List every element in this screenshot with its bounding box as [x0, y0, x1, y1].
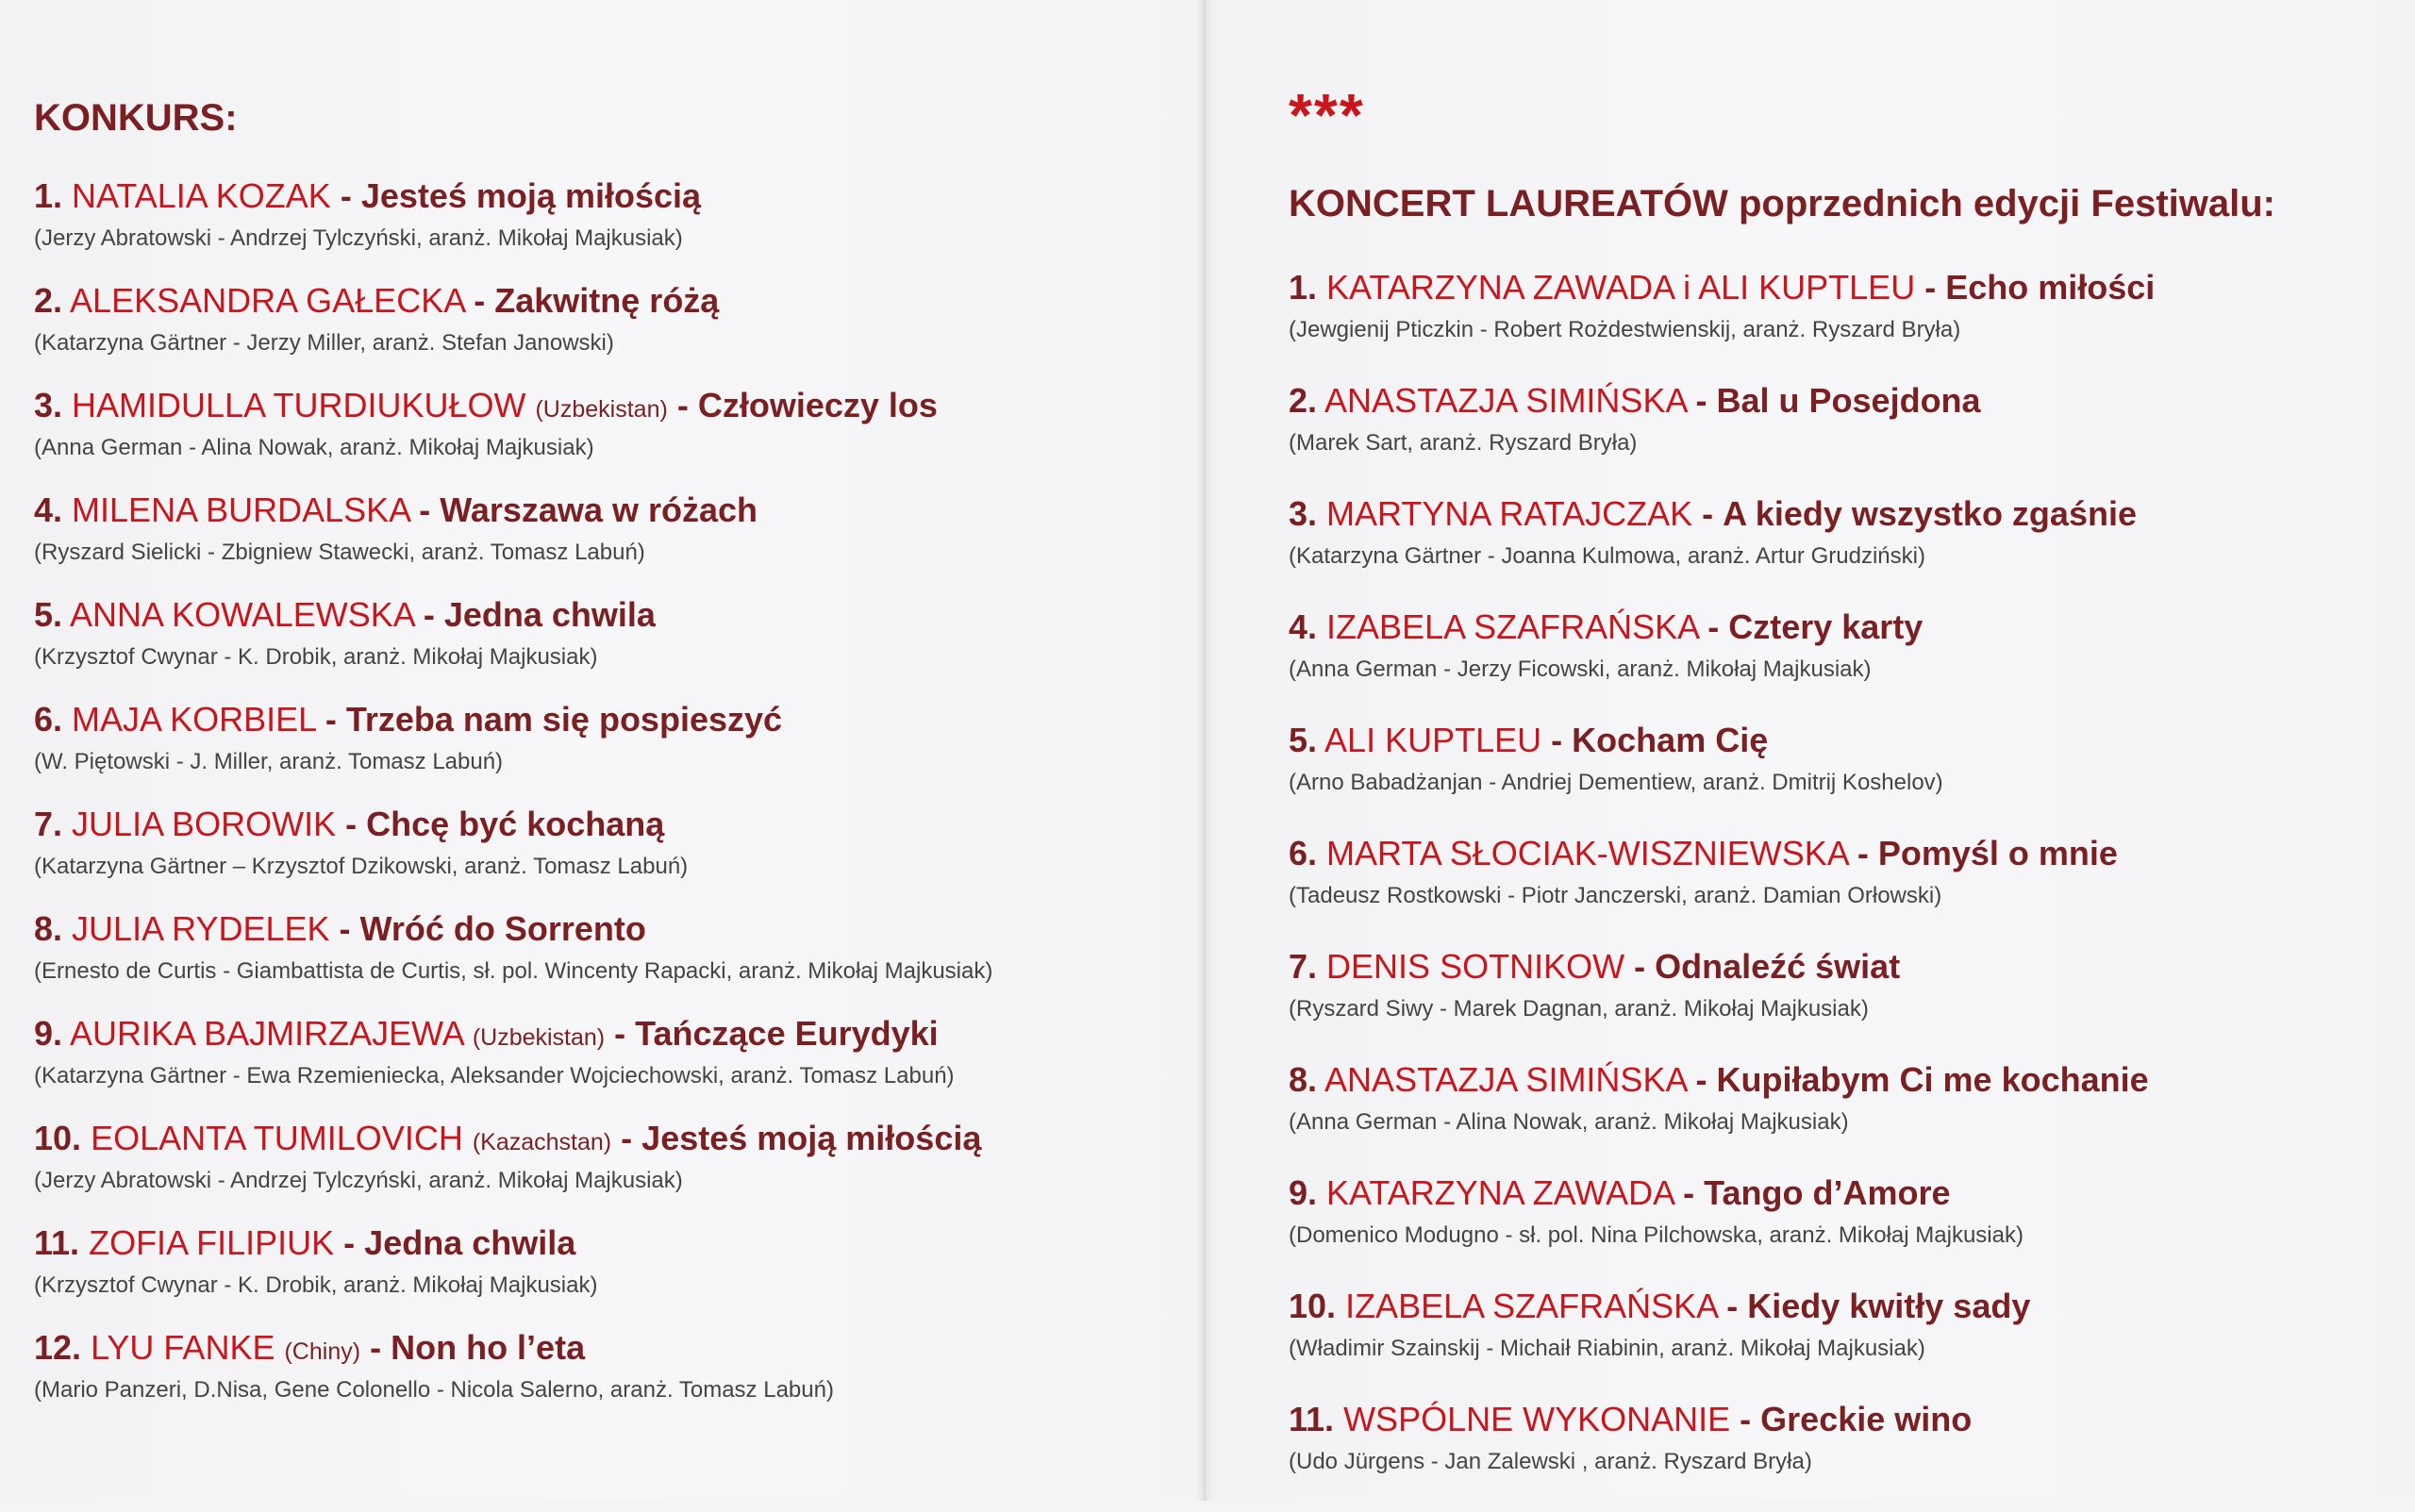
song-title: Jedna chwila [443, 595, 656, 634]
song-title: Zakwitnę różą [494, 281, 720, 320]
song-title: Wróć do Sorrento [359, 909, 646, 948]
program-entry [34, 804, 1166, 908]
laureaci-list [1289, 267, 2402, 1512]
entry-dash: - [1740, 1400, 1752, 1438]
performer-name: ALI KUPTLEU [1324, 721, 1542, 759]
entry-dash: - [1924, 268, 1937, 307]
program-entry [34, 1118, 1166, 1222]
program-entry [34, 175, 1166, 280]
song-title: Chcę być kochaną [366, 805, 665, 843]
performer-name: ANASTAZJA SIMIŃSKA [1324, 381, 1687, 420]
entry-number: 1. [1289, 268, 1318, 307]
program-entry [34, 908, 1166, 1013]
performer-name: ANASTAZJA SIMIŃSKA [1324, 1060, 1687, 1099]
song-title: Tańczące Eurydyki [635, 1014, 939, 1053]
entry-title-line [1289, 1172, 2402, 1218]
konkurs-list [34, 175, 1166, 1432]
entry-credits: (Katarzyna Gärtner - Ewa Rzemieniecka, Aleksander Wojciechowski, aranż. Tomasz Labuń) [34, 1063, 955, 1088]
entry-credits: (Katarzyna Gärtner - Joanna Kulmowa, aranż. Artur Grudziński) [1289, 543, 1925, 569]
performer-country: (Uzbekistan) [472, 1024, 606, 1051]
entry-number: 2. [1289, 381, 1318, 420]
song-title: A kiedy wszystko zgaśnie [1723, 494, 2137, 533]
entry-number: 7. [1289, 947, 1318, 986]
program-entry [34, 594, 1166, 699]
entry-number: 2. [34, 281, 63, 320]
entry-credits: (Mario Panzeri, D.Nisa, Gene Colonello - Nicola Salerno, aranż. Tomasz Labuń) [34, 1377, 834, 1403]
entry-number: 10. [1289, 1287, 1337, 1325]
song-title: Jesteś moją miłością [360, 176, 702, 215]
entry-title-line [34, 1013, 1166, 1058]
entry-dash: - [1695, 1060, 1707, 1099]
entry-dash: - [614, 1014, 626, 1053]
entry-title-line [34, 594, 1166, 640]
entry-title-line [1289, 1059, 2402, 1105]
song-title: Tango d’Amore [1704, 1173, 1951, 1212]
entry-dash: - [1707, 607, 1720, 646]
performer-name: WSPÓLNE WYKONANIE [1343, 1400, 1731, 1438]
entry-credits: (Marek Sart, aranż. Ryszard Bryła) [1289, 430, 1638, 456]
program-entry [1289, 1286, 2402, 1399]
entry-title-line [34, 1327, 1166, 1372]
entry-number: 8. [34, 909, 63, 948]
entry-dash: - [343, 1223, 356, 1262]
performer-country: (Uzbekistan) [535, 396, 668, 423]
song-title: Trzeba nam się pospieszyć [345, 700, 783, 739]
entry-credits: (Domenico Modugno - sł. pol. Nina Pilchowska, aranż. Mikołaj Majkusiak) [1289, 1222, 2024, 1248]
song-title: Człowieczy los [697, 386, 938, 424]
program-entry [34, 385, 1166, 490]
entry-title-line [34, 699, 1166, 744]
konkurs-heading: KONKURS: [34, 97, 238, 139]
entry-number: 3. [34, 386, 63, 424]
entry-dash: - [1634, 947, 1646, 986]
entry-number: 9. [1289, 1173, 1318, 1212]
song-title: Jesteś moją miłością [641, 1119, 982, 1157]
entry-title-line [34, 175, 1166, 221]
program-entry [34, 1222, 1166, 1327]
program-entry [1289, 380, 2402, 493]
stars-ornament: *** [1289, 81, 1365, 149]
song-title: Pomyśl o mnie [1877, 834, 2118, 872]
entry-credits: (Anna German - Alina Nowak, aranż. Mikołaj Majkusiak) [1289, 1109, 1849, 1135]
entry-dash: - [345, 805, 358, 843]
performer-name: ALEKSANDRA GAŁECKA [70, 281, 465, 320]
performer-name: EOLANTA TUMILOVICH [91, 1119, 463, 1157]
entry-dash: - [340, 176, 352, 215]
entry-title-line [1289, 946, 2402, 991]
entry-number: 10. [34, 1119, 82, 1157]
program-entry [1289, 1172, 2402, 1286]
performer-name: JULIA RYDELEK [72, 909, 330, 948]
song-title: Kupiłabym Ci me kochanie [1716, 1060, 2149, 1099]
entry-title-line [1289, 1399, 2402, 1444]
entry-title-line [1289, 493, 2402, 539]
performer-name: LYU FANKE [91, 1328, 275, 1367]
entry-title-line [1289, 833, 2402, 878]
entry-dash: - [419, 490, 431, 529]
entry-title-line [34, 1118, 1166, 1163]
entry-dash: - [1695, 381, 1707, 420]
entry-title-line [34, 280, 1166, 325]
performer-name: MAJA KORBIEL [72, 700, 316, 739]
program-entry [34, 490, 1166, 594]
entry-title-line [34, 385, 1166, 430]
performer-name: JULIA BOROWIK [72, 805, 337, 843]
performer-name: ZOFIA FILIPIUK [89, 1223, 335, 1262]
program-entry [1289, 606, 2402, 720]
entry-title-line [34, 908, 1166, 954]
entry-credits: (Katarzyna Gärtner – Krzysztof Dzikowski, aranż. Tomasz Labuń) [34, 854, 689, 879]
entry-credits: (Jewgienij Pticzkin - Robert Rożdestwienskij, aranż. Ryszard Bryła) [1289, 317, 1961, 342]
entry-title-line [34, 1222, 1166, 1268]
program-entry [1289, 1399, 2402, 1512]
program-entry [1289, 946, 2402, 1059]
program-entry [1289, 833, 2402, 946]
entry-credits: (Jerzy Abratowski - Andrzej Tylczyński, aranż. Mikołaj Majkusiak) [34, 225, 683, 251]
entry-number: 11. [1289, 1400, 1335, 1438]
entry-credits: (Ryszard Siwy - Marek Dagnan, aranż. Mikołaj Majkusiak) [1289, 996, 1869, 1022]
entry-number: 9. [34, 1014, 63, 1053]
entry-number: 5. [1289, 721, 1318, 759]
entry-number: 6. [34, 700, 63, 739]
program-entry [1289, 1059, 2402, 1172]
song-title: Odnaleźć świat [1655, 947, 1901, 986]
program-entry [34, 699, 1166, 804]
entry-credits: (Anna German - Jerzy Ficowski, aranż. Mikołaj Majkusiak) [1289, 656, 1872, 682]
entry-credits: (Arno Babadżanjan - Andriej Dementiew, aranż. Dmitrij Koshelov) [1289, 770, 1943, 795]
song-title: Non ho l’eta [391, 1328, 586, 1367]
entry-title-line [34, 804, 1166, 849]
page-fold [1196, 0, 1213, 1501]
laureaci-heading: KONCERT LAUREATÓW poprzednich edycji Festiwalu: [1289, 183, 2275, 224]
entry-dash: - [1551, 721, 1563, 759]
entry-number: 1. [34, 176, 63, 215]
performer-name: DENIS SOTNIKOW [1326, 947, 1625, 986]
song-title: Kiedy kwitły sady [1747, 1287, 2031, 1325]
entry-title-line [1289, 380, 2402, 425]
performer-name: IZABELA SZAFRAŃSKA [1326, 607, 1699, 646]
performer-name: KATARZYNA ZAWADA i ALI KUPTLEU [1326, 268, 1916, 307]
entry-dash: - [1683, 1173, 1695, 1212]
performer-name: MARTYNA RATAJCZAK [1326, 494, 1693, 533]
performer-name: IZABELA SZAFRAŃSKA [1345, 1287, 1718, 1325]
song-title: Jedna chwila [364, 1223, 576, 1262]
entry-dash: - [621, 1119, 633, 1157]
entry-dash: - [339, 909, 351, 948]
entry-credits: (Anna German - Alina Nowak, aranż. Mikołaj Majkusiak) [34, 435, 594, 460]
entry-number: 7. [34, 805, 63, 843]
entry-credits: (Ernesto de Curtis - Giambattista de Curtis, sł. pol. Wincenty Rapacki, aranż. Mikołaj Majkusiak) [34, 958, 993, 984]
song-title: Cztery karty [1728, 607, 1924, 646]
entry-title-line [1289, 267, 2402, 312]
entry-dash: - [474, 281, 486, 320]
performer-name: ANNA KOWALEWSKA [70, 595, 414, 634]
performer-name: KATARZYNA ZAWADA [1326, 1173, 1674, 1212]
song-title: Warszawa w różach [440, 490, 758, 529]
entry-number: 8. [1289, 1060, 1318, 1099]
song-title: Greckie wino [1760, 1400, 1973, 1438]
entry-dash: - [1857, 834, 1869, 872]
entry-dash: - [1702, 494, 1714, 533]
performer-name: MARTA SŁOCIAK-WISZNIEWSKA [1326, 834, 1848, 872]
entry-dash: - [676, 386, 689, 424]
performer-name: AURIKA BAJMIRZAJEWA [70, 1014, 463, 1053]
performer-country: (Chiny) [284, 1338, 361, 1365]
entry-credits: (Udo Jürgens - Jan Zalewski , aranż. Ryszard Bryła) [1289, 1449, 1812, 1474]
entry-number: 11. [34, 1223, 80, 1262]
program-entry [34, 280, 1166, 385]
entry-dash: - [1726, 1287, 1739, 1325]
program-entry [34, 1327, 1166, 1432]
entry-number: 4. [1289, 607, 1318, 646]
entry-credits: (Tadeusz Rostkowski - Piotr Janczerski, aranż. Damian Orłowski) [1289, 883, 1942, 908]
program-entry [1289, 267, 2402, 380]
entry-number: 12. [34, 1328, 82, 1367]
entry-title-line [1289, 1286, 2402, 1331]
entry-number: 5. [34, 595, 63, 634]
song-title: Bal u Posejdona [1716, 381, 1981, 420]
entry-credits: (W. Piętowski - J. Miller, aranż. Tomasz Labuń) [34, 749, 504, 774]
entry-credits: (Krzysztof Cwynar - K. Drobik, aranż. Mikołaj Majkusiak) [34, 1272, 598, 1298]
entry-dash: - [423, 595, 435, 634]
program-entry [1289, 720, 2402, 833]
entry-number: 4. [34, 490, 63, 529]
program-entry [1289, 493, 2402, 606]
entry-credits: (Ryszard Sielicki - Zbigniew Stawecki, aranż. Tomasz Labuń) [34, 540, 645, 565]
performer-name: HAMIDULLA TURDIUKUŁOW [72, 386, 526, 424]
entry-credits: (Władimir Szainskij - Michaił Riabinin, aranż. Mikołaj Majkusiak) [1289, 1336, 1925, 1361]
song-title: Kocham Cię [1572, 721, 1769, 759]
entry-credits: (Katarzyna Gärtner - Jerzy Miller, aranż. Stefan Janowski) [34, 330, 614, 356]
entry-dash: - [325, 700, 337, 739]
entry-title-line [34, 490, 1166, 535]
performer-name: MILENA BURDALSKA [72, 490, 410, 529]
song-title: Echo miłości [1945, 268, 2156, 307]
performer-country: (Kazachstan) [472, 1129, 612, 1155]
entry-credits: (Jerzy Abratowski - Andrzej Tylczyński, aranż. Mikołaj Majkusiak) [34, 1168, 683, 1193]
entry-title-line [1289, 720, 2402, 765]
performer-name: NATALIA KOZAK [72, 176, 331, 215]
laureaci-section [1289, 81, 2402, 1512]
entry-title-line [1289, 606, 2402, 652]
konkurs-section [34, 97, 1166, 1432]
program-entry [34, 1013, 1166, 1118]
entry-dash: - [370, 1328, 382, 1367]
entry-credits: (Krzysztof Cwynar - K. Drobik, aranż. Mikołaj Majkusiak) [34, 644, 598, 670]
entry-number: 6. [1289, 834, 1318, 872]
entry-number: 3. [1289, 494, 1318, 533]
